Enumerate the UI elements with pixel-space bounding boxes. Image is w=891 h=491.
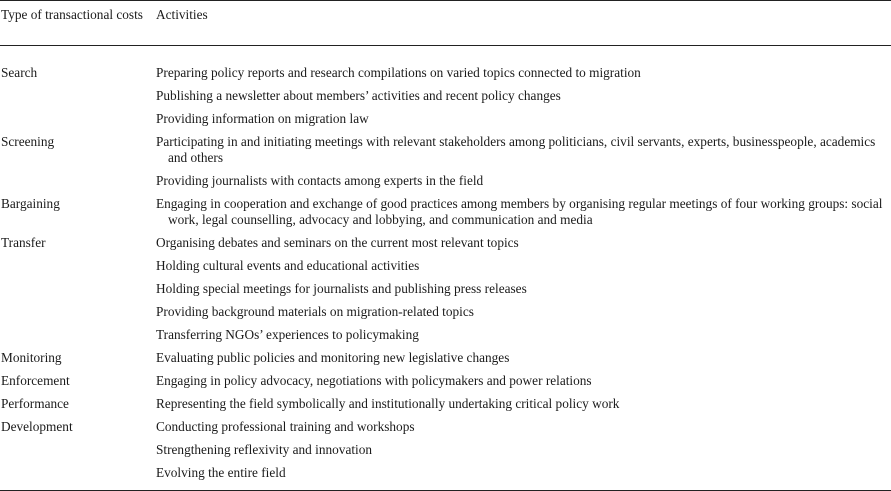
header-type-of-transactional-costs: Type of transactional costs (0, 1, 156, 46)
cost-type-cell (0, 255, 156, 278)
activity-cell (156, 462, 891, 491)
activity-cell (156, 347, 891, 370)
activity-cell (156, 416, 891, 439)
activity-text: Transferring NGOs’ experiences to policymaking (156, 327, 419, 342)
cost-type-cell (0, 324, 156, 347)
cost-type-cell: Transfer (1, 235, 46, 250)
activity-cell (156, 278, 891, 301)
cost-type-cell (0, 170, 156, 193)
table-row (0, 232, 891, 255)
activity-text: Participating in and initiating meetings with relevant stakeholders among politicians, civil servants, experts, businesspeople, academics and others (156, 134, 876, 165)
activity-cell (156, 46, 891, 86)
cost-type-cell: Bargaining (1, 196, 60, 211)
activity-cell (156, 170, 891, 193)
activity-text: Preparing policy reports and research compilations on varied topics connected to migration (156, 65, 641, 80)
activity-text: Providing background materials on migration-related topics (156, 304, 474, 319)
activity-cell (156, 85, 891, 108)
activity-text: Evolving the entire field (156, 465, 286, 480)
activity-cell (156, 393, 891, 416)
table-row (0, 439, 891, 462)
table-row (0, 393, 891, 416)
activity-cell (156, 131, 891, 170)
cost-type-cell (0, 462, 156, 491)
table-row (0, 324, 891, 347)
activity-text: Publishing a newsletter about members’ activities and recent policy changes (156, 88, 561, 103)
activity-text: Providing journalists with contacts among experts in the field (156, 173, 484, 188)
cost-type-cell: Development (1, 419, 73, 434)
activity-text: Engaging in cooperation and exchange of good practices among members by organising regular meetings of four working groups: social work, legal counselling, advocacy and lobbying, and communication and media (156, 196, 883, 227)
activity-text: Organising debates and seminars on the current most relevant topics (156, 235, 519, 250)
table-row (0, 170, 891, 193)
table-header (0, 1, 891, 46)
table-row (0, 416, 891, 439)
cost-type-cell (0, 278, 156, 301)
cost-type-cell: Performance (1, 396, 69, 411)
activity-cell (156, 193, 891, 232)
activity-cell (156, 370, 891, 393)
activity-cell (156, 232, 891, 255)
activity-cell (156, 324, 891, 347)
table-row (0, 347, 891, 370)
cost-type-cell: Monitoring (1, 350, 62, 365)
table-row (0, 46, 891, 86)
activity-cell (156, 255, 891, 278)
activity-text: Conducting professional training and workshops (156, 419, 415, 434)
activity-cell (156, 439, 891, 462)
cost-type-cell (0, 108, 156, 131)
activity-text: Holding special meetings for journalists and publishing press releases (156, 281, 527, 296)
activity-text: Holding cultural events and educational activities (156, 258, 420, 273)
table-row (0, 301, 891, 324)
header-row (0, 1, 891, 46)
table-row (0, 131, 891, 170)
activity-text: Engaging in policy advocacy, negotiations with policymakers and power relations (156, 373, 592, 388)
table-row (0, 108, 891, 131)
table-body (0, 46, 891, 491)
table-row (0, 370, 891, 393)
activity-cell (156, 108, 891, 131)
cost-type-cell (0, 301, 156, 324)
activity-text: Evaluating public policies and monitoring new legislative changes (156, 350, 510, 365)
activity-text: Representing the field symbolically and institutionally undertaking critical policy work (156, 396, 620, 411)
cost-type-cell (0, 439, 156, 462)
cost-type-cell: Screening (1, 134, 55, 149)
header-activities: Activities (156, 1, 891, 46)
cost-type-cell (0, 85, 156, 108)
activity-text: Strengthening reflexivity and innovation (156, 442, 373, 457)
table-row (0, 462, 891, 491)
table-row (0, 278, 891, 301)
cost-type-cell: Search (1, 65, 38, 80)
table-row (0, 193, 891, 232)
cost-type-cell: Enforcement (1, 373, 70, 388)
activity-cell (156, 301, 891, 324)
table-row (0, 85, 891, 108)
table-row (0, 255, 891, 278)
activity-text: Providing information on migration law (156, 111, 369, 126)
